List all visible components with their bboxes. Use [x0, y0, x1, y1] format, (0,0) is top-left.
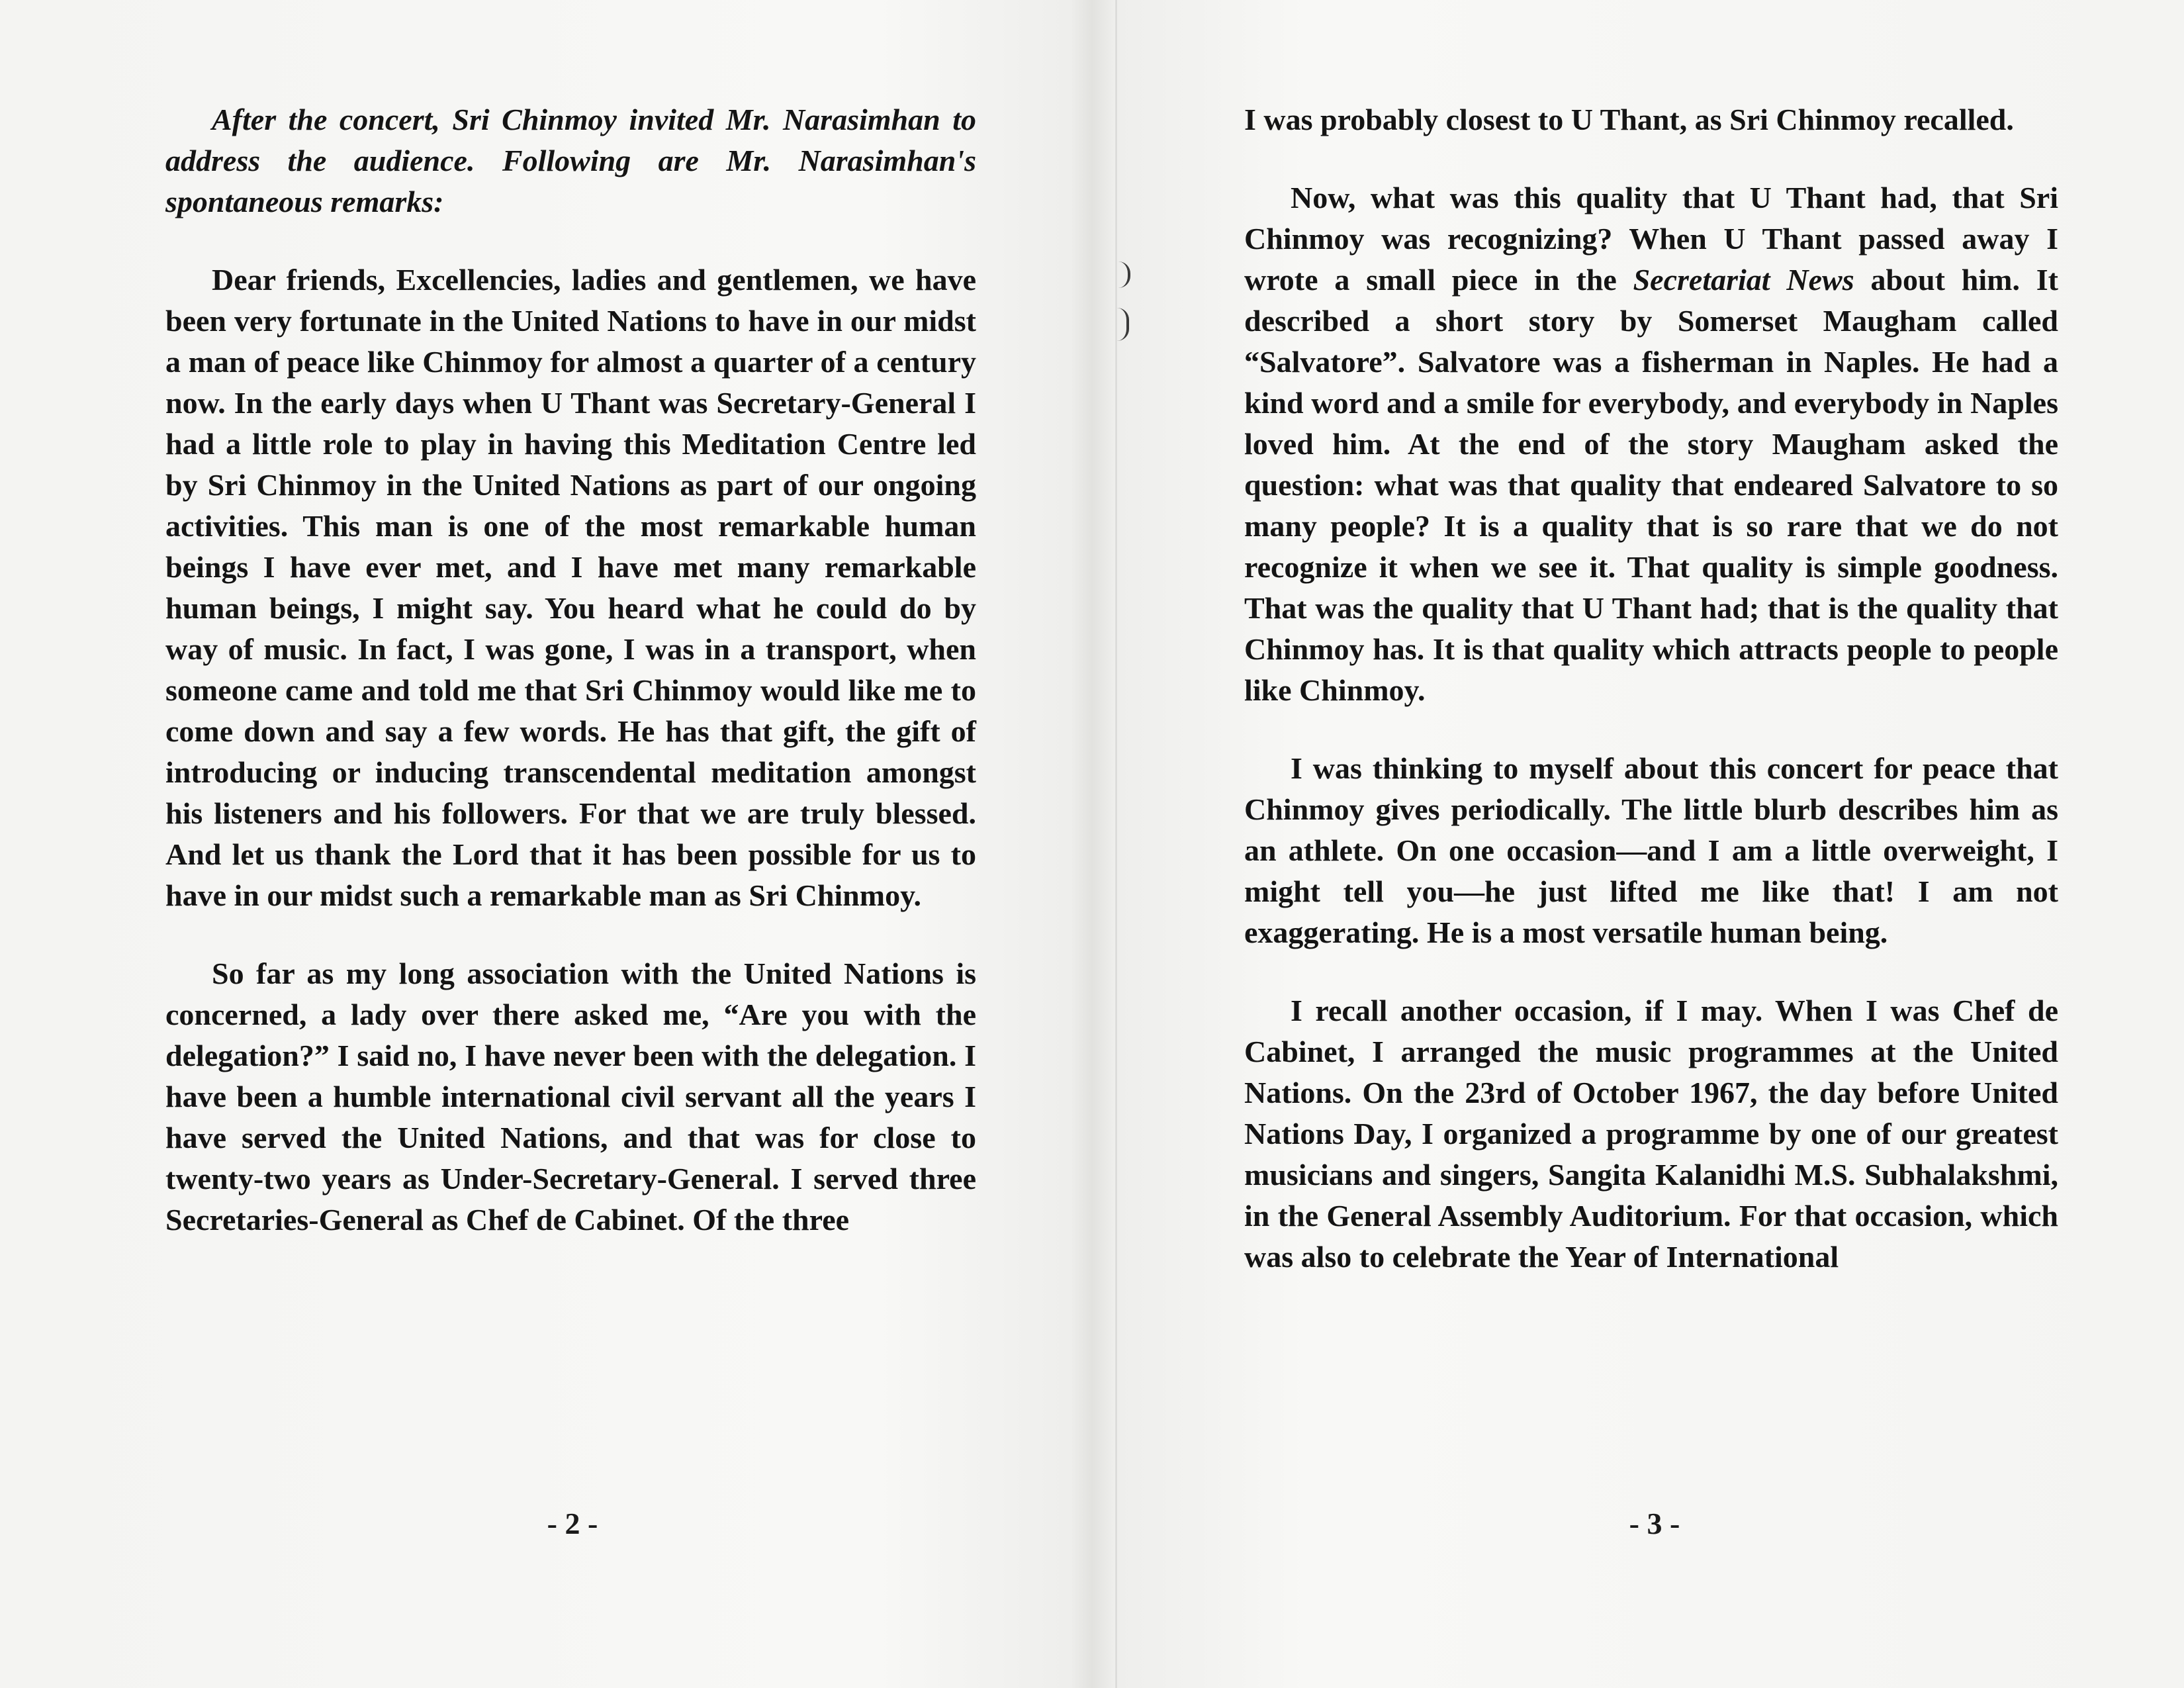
salvatore-text-b: about him. It described a short story by Somerset Maugham called “Salvatore”. Salvatore was a fisherman in Naples. He had a kind word and a smile for everybody, and everybody in Naples loved him. At the end of the story Maugham asked the question: what was that quality that endeared Salvatore to so many people? It is a quality that is so rare that we do not recognize it when we see it. That quality is simple goodness. That was the quality that U Thant had; that is the quality that Chinmoy has. It is that quality which attracts people to people like Chinmoy. — [1244, 263, 2058, 707]
music-programme-paragraph: I recall another occasion, if I may. When I was Chef de Cabinet, I arranged the music programmes at the United Nations. On the 23rd of October 1967, the day before United Nations Day, I organized a programme by one of our greatest musicians and singers, Sangita Kalanidhi M.S. Subhalakshmi, in the General Assembly Auditorium. For that occasion, which was also to celebrate the Year of International — [1244, 994, 2058, 1274]
binding-mark — [1104, 1374, 1113, 1410]
page-number-right: - 3 - — [1629, 1507, 1680, 1540]
salvatore-text-a: Now, what was this quality that U Thant had, that Sri Chinmoy was recognizing? When U Thant passed away I wrote a small piece in the — [1244, 181, 2058, 297]
salvatore-paragraph — [1244, 177, 2058, 711]
right-page-text-column — [1244, 99, 2058, 1278]
left-page-text-column — [165, 99, 976, 1241]
binding-mark — [1118, 261, 1130, 288]
continued-paragraph: I was probably closest to U Thant, as Sri Chinmoy recalled. — [1244, 103, 2014, 136]
secretariat-news-title: Secretariat News — [1633, 263, 1854, 297]
page-number-left: - 2 - — [547, 1507, 598, 1540]
speech-paragraph-1: Dear friends, Excellencies, ladies and gentlemen, we have been very fortunate in the United Nations to have in our midst a man of peace like Chinmoy for almost a quarter of a century now. In the early days when U Thant was Secretary-General I had a little role to play in having this Meditation Centre led by Sri Chinmoy in the United Nations as part of our ongoing activities. This man is one of the most remarkable human beings I have ever met, and I have met many remarkable human beings, I might say. You heard what he could do by way of music. In fact, I was gone, I was in a transport, when someone came and told me that Sri Chinmoy would like me to come down and say a few words. He has that gift, the gift of introducing or inducing transcendental meditation amongst his listeners and his followers. For that we are truly blessed. And let us thank the Lord that it has been possible for us to have in our midst such a remarkable man as Sri Chinmoy. — [165, 263, 976, 912]
speech-paragraph-2: So far as my long association with the United Nations is concerned, a lady over there asked me, “Are you with the delegation?” I said no, I have never been with the delegation. I have been a humble international civil servant all the years I have served the United Nations, and that was for close to twenty-two years as Under-Secretary-General. I served three Secretaries-General as Chef de Cabinet. Of the three — [165, 957, 976, 1237]
binding-mark — [1117, 308, 1129, 341]
athlete-paragraph: I was thinking to myself about this concert for peace that Chinmoy gives periodically. The little blurb describes him as an athlete. On one occasion—and I am a little overweight, I might tell you—he just lifted me like that! I am not exaggerating. He is a most versatile human being. — [1244, 751, 2058, 949]
book-gutter — [1115, 0, 1117, 1688]
binding-mark — [1104, 1314, 1113, 1350]
intro-paragraph: After the concert, Sri Chinmoy invited Mr. Narasimhan to address the audience. Following are Mr. Narasimhan's spontaneous remarks: — [165, 103, 976, 218]
right-page — [1138, 0, 2184, 1688]
